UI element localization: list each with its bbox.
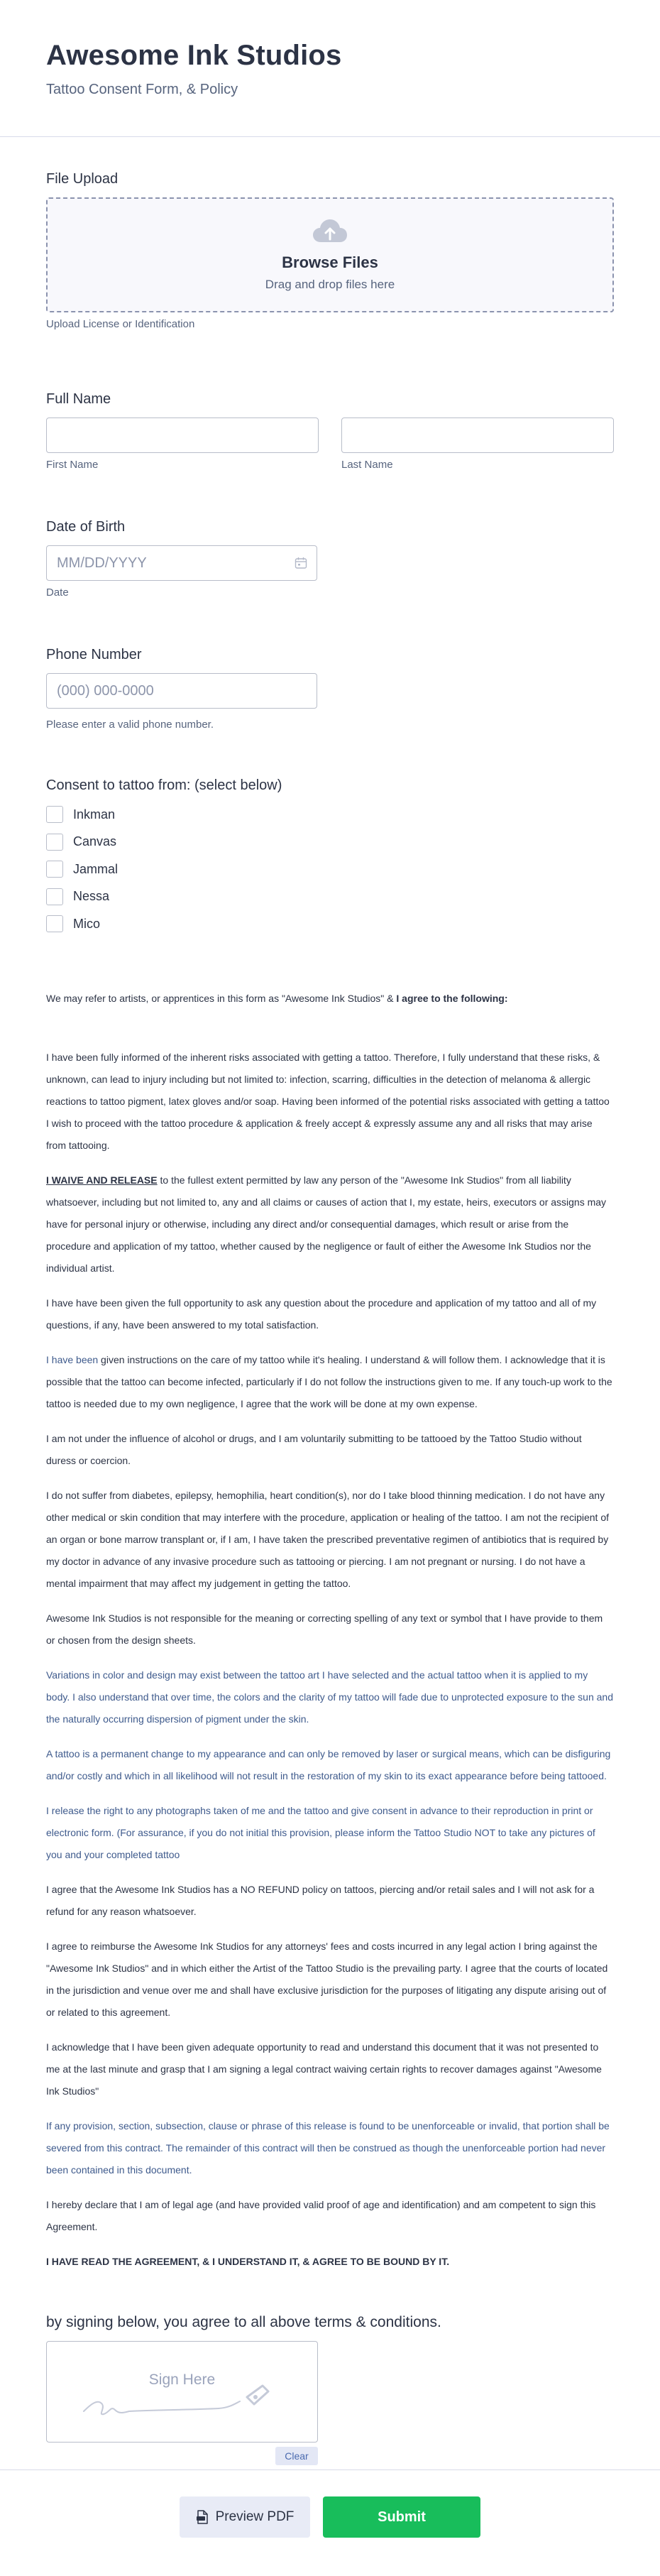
first-name-input[interactable] (46, 417, 319, 453)
date-of-birth-field (0, 471, 660, 599)
cloud-upload-icon (312, 218, 348, 246)
terms-paragraph (46, 1349, 614, 1415)
page-title: Awesome Ink Studios (46, 40, 342, 71)
checkbox[interactable] (46, 915, 63, 932)
checkbox[interactable] (46, 806, 63, 823)
terms-highlight: I have been (46, 1353, 99, 1365)
terms-intro (46, 988, 614, 1010)
terms-paragraph: I acknowledge that I have been given adequate opportunity to read and understand this document that it was not presented to me at the last minute and grasp that I am signing a legal contract waiving certain rights to recover damages against "Awesome Ink Studios" (46, 2041, 602, 2097)
consent-option[interactable] (46, 829, 614, 856)
consent-field (0, 731, 660, 938)
terms-paragraph: Awesome Ink Studios is not responsible for the meaning or correcting spelling of any text or symbol that I have provide to them or chosen from the design sheets. (46, 1612, 603, 1646)
signature-label: by signing below, you agree to all above terms & conditions. (46, 2313, 441, 2330)
consent-option-label: Jammal (73, 861, 119, 876)
first-name-sublabel: First Name (46, 459, 99, 471)
last-name-sublabel: Last Name (341, 459, 393, 471)
full-name-field (0, 330, 660, 471)
dob-input[interactable] (46, 545, 317, 581)
name-row (46, 417, 614, 471)
phone-sublabel: Please enter a valid phone number. (46, 719, 214, 731)
terms-paragraph: I am not under the influence of alcohol or drugs, and I am voluntarily submitting to be tattooed by the Tattoo Studio without duress or coercion. (46, 1432, 582, 1466)
form-footer (0, 2469, 660, 2576)
phone-number-field (0, 599, 660, 731)
page-subtitle: Tattoo Consent Form, & Policy (46, 82, 238, 97)
phone-input[interactable] (46, 673, 317, 709)
terms-paragraph: I hereby declare that I am of legal age (and have provided valid proof of age and identification) and am competent to sign this Agreement. (46, 2198, 596, 2232)
file-upload-field (0, 137, 660, 330)
terms-paragraph: If any provision, section, subsection, clause or phrase of this release is found to be unenforceable or invalid, that portion shall be severed from this contract. The remainder of this contract will then be construed as though the unenforceable portion had never been contained in this document. (46, 2119, 610, 2176)
terms-paragraph: A tattoo is a permanent change to my appearance and can only be removed by laser or surgical means, which can be disfiguring and/or costly and which in all likelihood will not result in the restoration of my skin to its exact appearance before being tattooed. (46, 1747, 611, 1781)
dob-input-wrap (46, 545, 317, 581)
form-header (0, 0, 660, 137)
consent-label: Consent to tattoo from: (select below) (46, 777, 282, 793)
checkbox[interactable] (46, 888, 63, 905)
consent-option[interactable] (46, 856, 614, 883)
consent-option-label: Nessa (73, 889, 110, 904)
file-dropzone[interactable] (46, 197, 614, 312)
consent-option-label: Mico (73, 916, 101, 931)
terms-text (0, 938, 660, 2273)
consent-option-label: Inkman (73, 807, 116, 822)
signature-pen-icon (77, 2370, 290, 2427)
sign-here-hint: Sign Here (148, 2371, 216, 2388)
waiver-text: to the fullest extent permitted by law any person of the "Awesome Ink Studios" from all liability whatsoever, including but not limited to, any and all claims or causes of action that I, my estate, heirs, executors or assigns may have for personal injury or otherwise, including any direct and/or consequential damages, which result or arise from the procedure and application of my tattoo, whether caused by the negligence or fault of either the Awesome Ink Studios nor the individual artist. (46, 1174, 607, 1274)
terms-paragraph: Variations in color and design may exist between the tattoo art I have selected and the actual tattoo when it is applied to my body. I also understand that over time, the colors and the clarity of my tattoo will fade due to unprotected exposure to the sun and the naturally occurring dispersion of pigment under the skin. (46, 1669, 613, 1725)
terms-paragraph (46, 1169, 614, 1279)
file-upload-sublabel: Upload License or Identification (46, 318, 195, 330)
submit-button[interactable]: Submit (323, 2496, 480, 2538)
terms-intro-bold: I agree to the following: (396, 992, 508, 1004)
consent-option[interactable] (46, 910, 614, 938)
consent-option[interactable] (46, 801, 614, 829)
terms-paragraph: I do not suffer from diabetes, epilepsy, hemophilia, heart condition(s), nor do I take blood thinning medication. I do not have any other medical or skin condition that may interfere with the procedure, application or healing of the tattoo. I am not the recipient of an organ or bone marrow transplant or, if I am, I have taken the prescribed preventative regimen of antibiotics that is required by my doctor in advance of any invasive procedure such as tattooing or piercing. I am not pregnant or nursing. I do not have a mental impairment that may affect my judgement in getting the tattoo. (46, 1489, 610, 1589)
dob-label: Date of Birth (46, 519, 126, 535)
dob-sublabel: Date (46, 586, 69, 599)
first-name-col (46, 417, 319, 471)
preview-pdf-button[interactable] (180, 2496, 310, 2538)
terms-agreement-bold: I HAVE READ THE AGREEMENT, & I UNDERSTAND IT, & AGREE TO BE BOUND BY IT. (46, 2255, 450, 2267)
terms-paragraph: I agree to reimburse the Awesome Ink Studios for any attorneys' fees and costs incurred in any legal action I bring against the "Awesome Ink Studios" and in which either the Artist of the Tattoo Studio is the prevailing party. I agree that the courts of located in the jurisdiction and venue over me and shall have exclusive jurisdiction for the purposes of litigating any dispute arising out of or related to this agreement. (46, 1940, 608, 2018)
signature-pad[interactable] (46, 2341, 318, 2443)
preview-pdf-label: Preview PDF (215, 2509, 295, 2524)
checkbox[interactable] (46, 834, 63, 851)
terms-text-span: given instructions on the care of my tattoo while it's healing. I understand & will follow them. I acknowledge that it is possible that the tattoo can become infected, particularly if I do not follow the instructions given to me. If any touch-up work to the tattoo is needed due to my own negligence, I agree that the work will be done at my own expense. (46, 1353, 612, 1409)
terms-intro-text: We may refer to artists, or apprentices in this form as "Awesome Ink Studios" & (46, 992, 397, 1004)
consent-option[interactable] (46, 883, 614, 911)
last-name-col (341, 417, 614, 471)
signature-field (0, 2286, 660, 2465)
clear-signature-button[interactable]: Clear (275, 2447, 318, 2465)
checkbox[interactable] (46, 861, 63, 878)
terms-paragraph: I release the right to any photographs taken of me and the tattoo and give consent in advance to their reproduction in print or electronic form. (For assurance, if you do not initial this provision, please inform the Tattoo Studio NOT to take any pictures of you and your completed tattoo (46, 1804, 595, 1860)
last-name-input[interactable] (341, 417, 614, 453)
full-name-label: Full Name (46, 391, 111, 407)
drag-drop-text: Drag and drop files here (265, 278, 395, 291)
terms-paragraph (46, 2251, 614, 2273)
terms-paragraph: I have have been given the full opportunity to ask any question about the procedure and application of my tattoo and all of my questions, if any, have been answered to my total satisfaction. (46, 1297, 597, 1331)
terms-paragraph: I have been fully informed of the inherent risks associated with getting a tattoo. Therefore, I fully understand that these risks, & unknown, can lead to injury including but not limited to: infection, scarring, difficulties in the detection of melanoma & allergic reactions to tattoo pigment, latex gloves and/or soap. Having been informed of the potential risks associated with getting a tattoo I wish to proceed with the tattoo procedure & application & freely accept & expressly assume any and all risks that may arise from tattooing. (46, 1051, 610, 1151)
waiver-heading: I WAIVE AND RELEASE (46, 1174, 158, 1186)
terms-paragraph: I agree that the Awesome Ink Studios has a NO REFUND policy on tattoos, piercing and/or retail sales and I will not ask for a refund for any reason whatsoever. (46, 1883, 595, 1917)
calendar-icon[interactable] (295, 557, 307, 569)
browse-files-text[interactable]: Browse Files (282, 253, 378, 271)
pdf-icon (196, 2510, 209, 2524)
file-upload-label: File Upload (46, 171, 119, 187)
consent-option-label: Canvas (73, 834, 117, 849)
phone-label: Phone Number (46, 647, 142, 662)
